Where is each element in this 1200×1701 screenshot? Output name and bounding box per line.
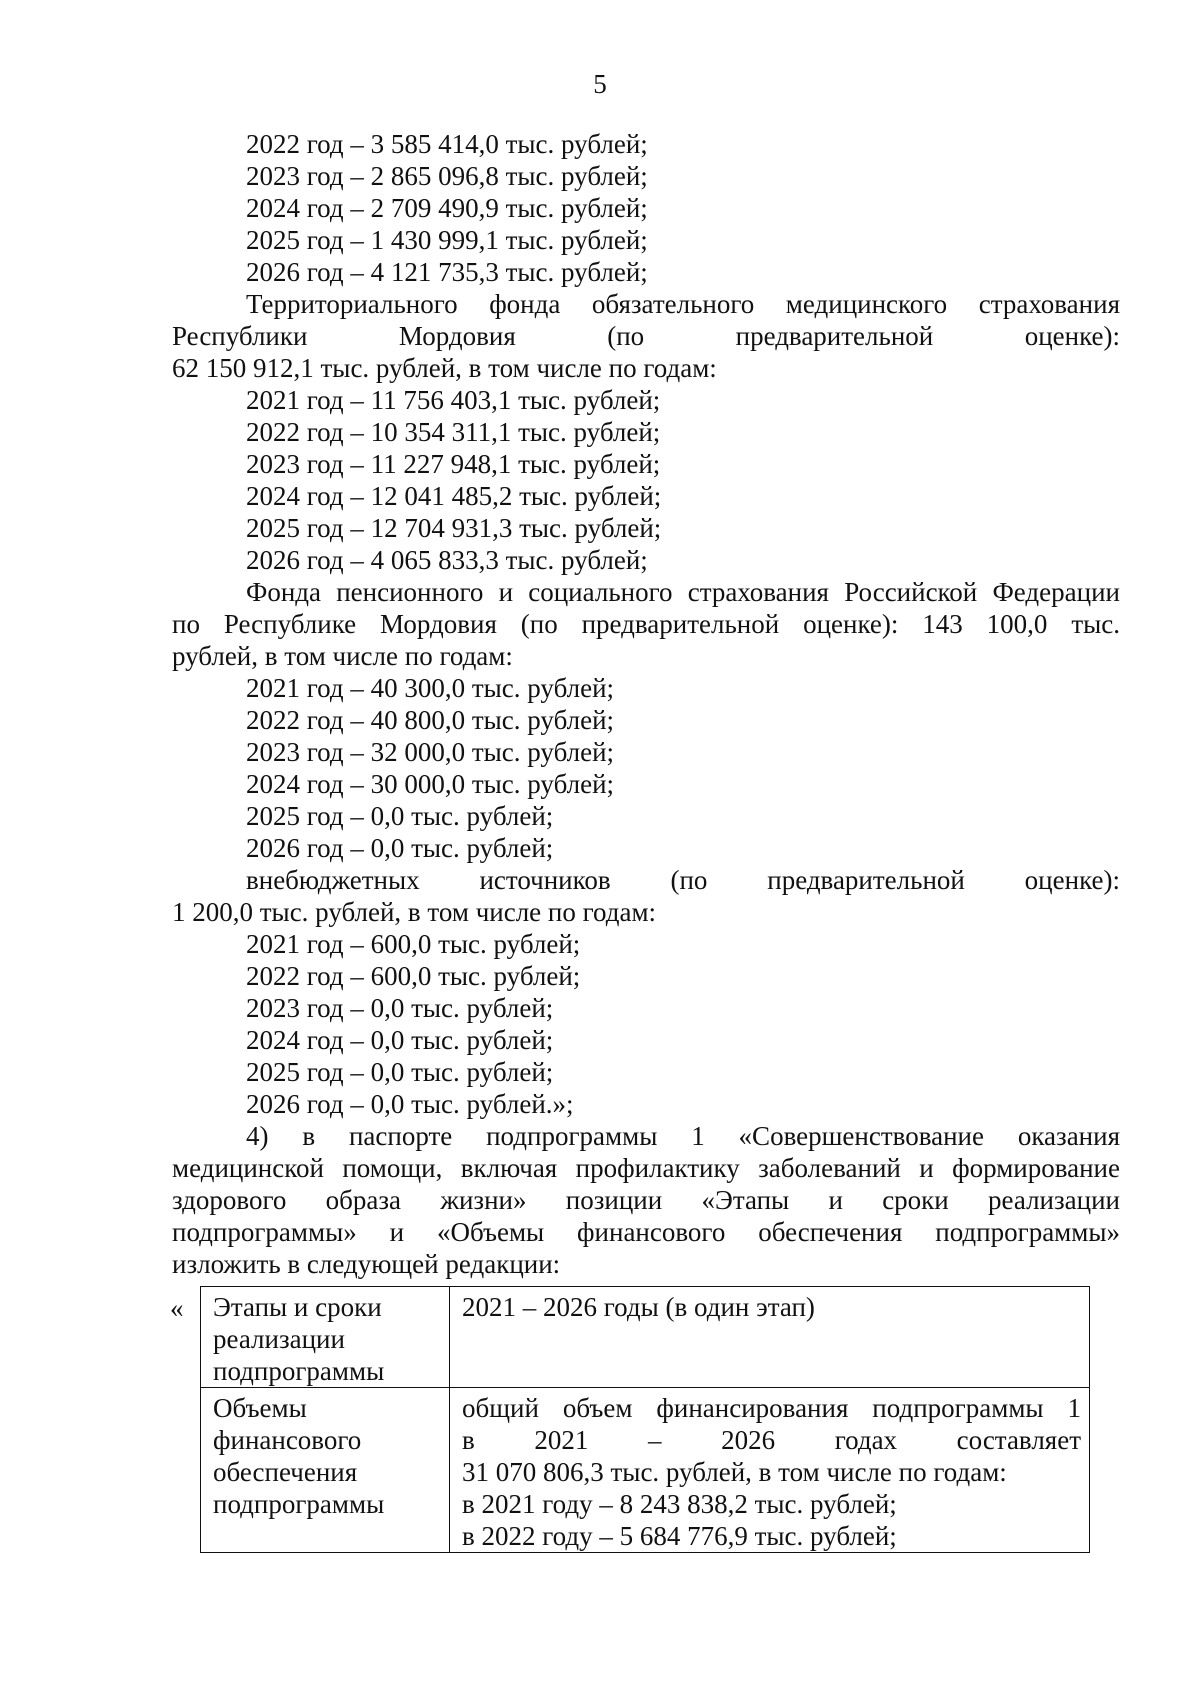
year-line: 2022 год – 40 800,0 тыс. рублей; [246,705,615,735]
year-line: 2025 год – 1 430 999,1 тыс. рублей; [246,225,648,255]
pension-line: по Республике Мордовия (по предварительной оценке): 143 100,0 тыс. [172,609,1120,639]
year-line: 2023 год – 11 227 948,1 тыс. рублей; [246,449,661,479]
cell-text: 2021 – 2026 годы (в один этап) [462,1292,815,1322]
year-line: 2024 год – 30 000,0 тыс. рублей; [246,769,615,799]
table-row [201,1388,1090,1553]
year-line: 2026 год – 0,0 тыс. рублей.»; [246,1089,574,1119]
tfoms-line: 62 150 912,1 тыс. рублей, в том числе по годам: [172,353,717,383]
table-cell-value [450,1388,1090,1553]
cell-text: Этапы и сроки [213,1292,382,1322]
tfoms-line: Территориального фонда обязательного медицинского страхования [246,289,1120,319]
year-line: 2025 год – 0,0 тыс. рублей; [246,1057,554,1087]
year-line: 2023 год – 32 000,0 тыс. рублей; [246,737,615,767]
item-4-line: медицинской помощи, включая профилактику заболеваний и формирование [172,1153,1120,1183]
pension-line: рублей, в том числе по годам: [172,641,513,671]
extrabudget-line: внебюджетных источников (по предварительной оценке): [246,865,1120,895]
year-line: 2026 год – 0,0 тыс. рублей; [246,833,554,863]
year-line: 2022 год – 3 585 414,0 тыс. рублей; [246,129,648,159]
cell-text: финансового [213,1425,362,1455]
year-line: 2022 год – 600,0 тыс. рублей; [246,961,581,991]
passport-table [200,1286,1090,1553]
year-line: 2023 год – 0,0 тыс. рублей; [246,993,554,1023]
passport-table-wrapper [172,1286,1120,1553]
extrabudget-line: 1 200,0 тыс. рублей, в том числе по годам: [172,897,657,927]
pension-line: Фонда пенсионного и социального страхования Российской Федерации [246,577,1120,607]
opening-quote: « [170,1293,184,1323]
item-4-line: подпрограммы» и «Объемы финансового обеспечения подпрограммы» [172,1217,1120,1247]
table-cell-label [201,1388,450,1553]
item-4-line: изложить в следующей редакции: [172,1249,561,1279]
table-cell-value [450,1287,1090,1388]
cell-text: подпрограммы [213,1489,385,1519]
page-number: 5 [593,69,607,99]
table-cell-label [201,1287,450,1388]
item-4-line: 4) в паспорте подпрограммы 1 «Совершенствование оказания [246,1121,1120,1151]
cell-text: в 2022 году – 5 684 776,9 тыс. рублей; [462,1521,897,1551]
extrabudget-section [172,864,1120,1120]
item-4-paragraph [172,1120,1120,1280]
year-line: 2026 год – 4 065 833,3 тыс. рублей; [246,545,648,575]
document-body [172,128,1120,1553]
cell-text: общий объем финансирования подпрограммы 1 [462,1393,1081,1423]
cell-text: реализации [213,1324,345,1354]
year-line: 2025 год – 0,0 тыс. рублей; [246,801,554,831]
item-4-line: здорового образа жизни» позиции «Этапы и сроки реализации [172,1185,1120,1215]
year-line: 2023 год – 2 865 096,8 тыс. рублей; [246,161,648,191]
tfoms-line: Республики Мордовия (по предварительной оценке): [172,321,1120,351]
year-line: 2025 год – 12 704 931,3 тыс. рублей; [246,513,662,543]
cell-text: подпрограммы [213,1356,385,1386]
year-line: 2024 год – 2 709 490,9 тыс. рублей; [246,193,648,223]
table-row [201,1287,1090,1388]
year-line: 2024 год – 0,0 тыс. рублей; [246,1025,554,1055]
year-line: 2022 год – 10 354 311,1 тыс. рублей; [246,417,661,447]
year-line: 2024 год – 12 041 485,2 тыс. рублей; [246,481,662,511]
tfoms-section [172,288,1120,576]
year-line: 2026 год – 4 121 735,3 тыс. рублей; [246,257,648,287]
year-line: 2021 год – 40 300,0 тыс. рублей; [246,673,615,703]
pension-section [172,576,1120,864]
cell-text: обеспечения [213,1457,358,1487]
intro-year-list [172,128,1120,288]
cell-text: в 2021 – 2026 годах составляет [462,1425,1081,1455]
cell-text: 31 070 806,3 тыс. рублей, в том числе по годам: [462,1457,1007,1487]
year-line: 2021 год – 11 756 403,1 тыс. рублей; [246,385,661,415]
cell-text: в 2021 году – 8 243 838,2 тыс. рублей; [462,1489,897,1519]
cell-text: Объемы [213,1393,307,1423]
year-line: 2021 год – 600,0 тыс. рублей; [246,929,581,959]
